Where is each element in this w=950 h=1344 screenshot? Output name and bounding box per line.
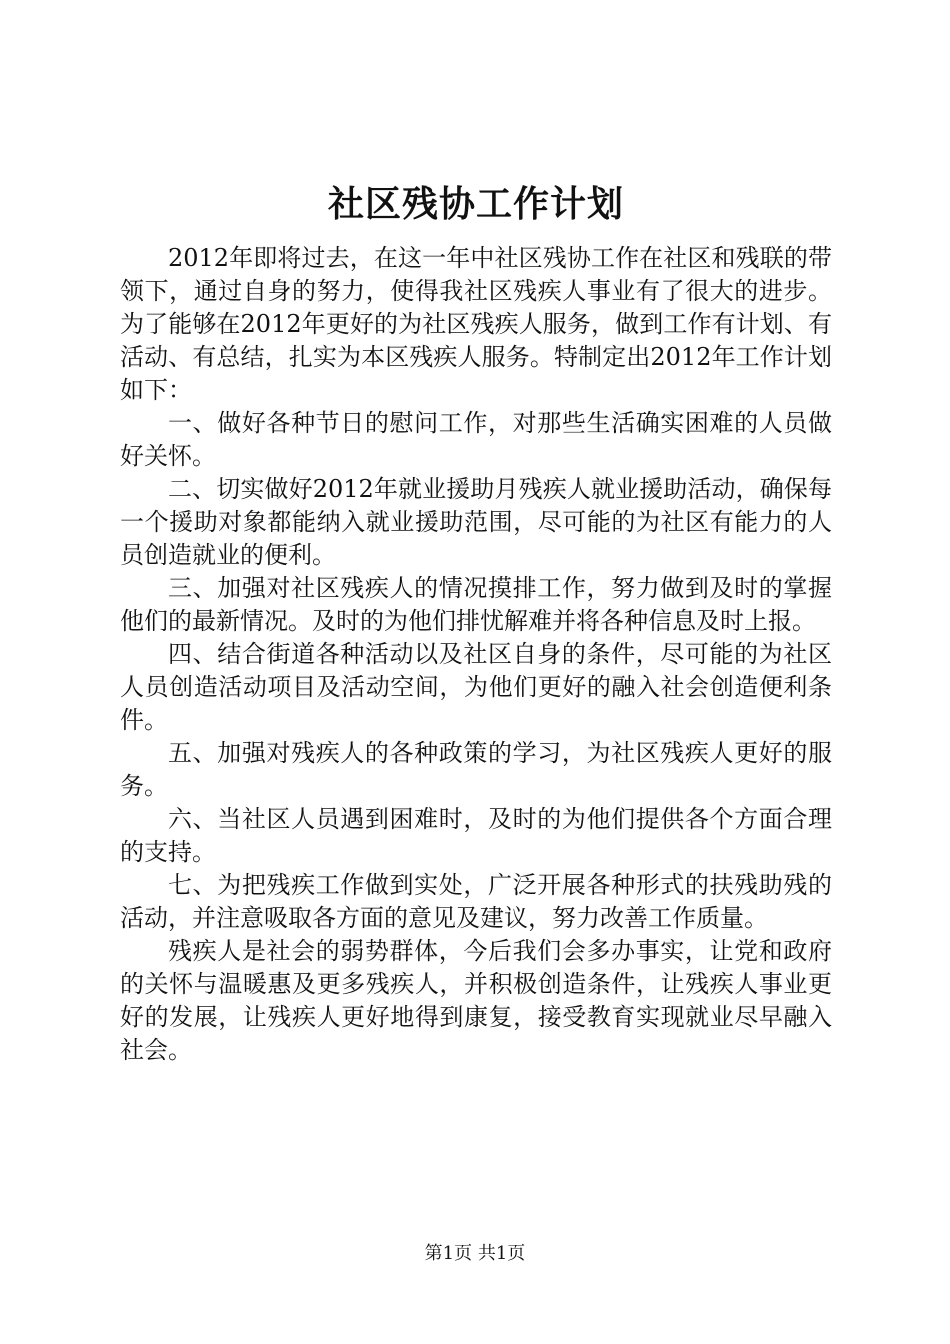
page-number-footer: 第1页 共1页 [424, 1243, 526, 1264]
paragraph-item-7: 七、为把残疾工作做到实处，广泛开展各种形式的扶残助残的活动，并注意吸取各方面的意见及建议，努力改善工作质量。 [120, 871, 832, 932]
paragraph-conclusion: 残疾人是社会的弱势群体，今后我们会多办事实，让党和政府的关怀与温暖惠及更多残疾人，并积极创造条件，让残疾人事业更好的发展，让残疾人更好地得到康复，接受教育实现就业尽早融入社会。 [120, 937, 832, 1064]
paragraph-item-1: 一、做好各种节日的慰问工作，对那些生活确实困难的人员做好关怀。 [120, 409, 832, 470]
paragraph-item-2: 二、切实做好2012年就业援助月残疾人就业援助活动，确保每一个援助对象都能纳入就业援助范围，尽可能的为社区有能力的人员创造就业的便利。 [120, 475, 832, 569]
paragraph-item-5: 五、加强对残疾人的各种政策的学习，为社区残疾人更好的服务。 [120, 739, 832, 800]
paragraph-item-6: 六、当社区人员遇到困难时，及时的为他们提供各个方面合理的支持。 [120, 805, 832, 866]
document-title: 社区残协工作计划 [327, 183, 624, 225]
document-body [120, 242, 832, 1067]
paragraph-item-3: 三、加强对社区残疾人的情况摸排工作，努力做到及时的掌握他们的最新情况。及时的为他们排忧解难并将各种信息及时上报。 [120, 574, 832, 635]
paragraph-item-4: 四、结合街道各种活动以及社区自身的条件，尽可能的为社区人员创造活动项目及活动空间，为他们更好的融入社会创造便利条件。 [120, 640, 832, 734]
paragraph-intro: 2012年即将过去，在这一年中社区残协工作在社区和残联的带领下，通过自身的努力，使得我社区残疾人事业有了很大的进步。为了能够在2012年更好的为社区残疾人服务，做到工作有计划、有活动、有总结，扎实为本区残疾人服务。特制定出2012年工作计划如下： [120, 244, 832, 404]
